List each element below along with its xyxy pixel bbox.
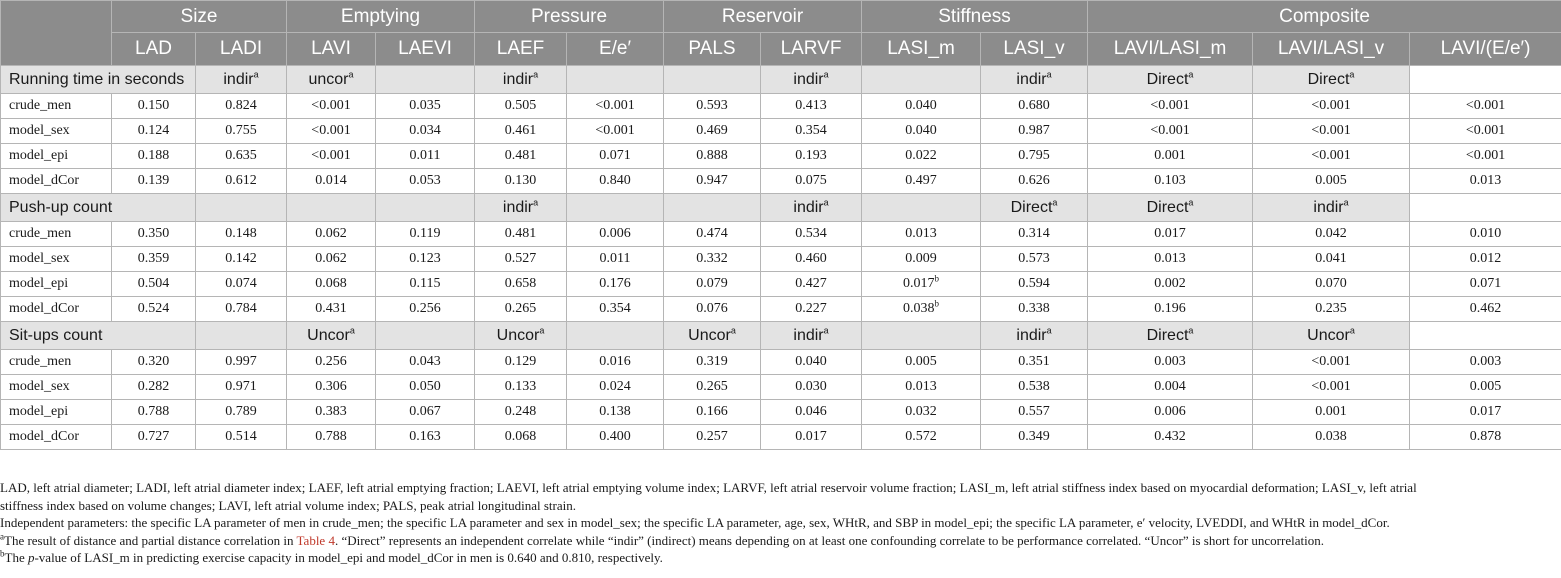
correlation-tag: Uncor$^a$ — [287, 322, 376, 350]
table-cell: 0.030 — [761, 375, 862, 400]
column-header: E/e′ — [567, 33, 664, 66]
table-cell: 0.474 — [664, 222, 761, 247]
table-cell: 0.413 — [761, 94, 862, 119]
table-cell: 0.017 — [1410, 400, 1561, 425]
table-cell: <0.001 — [1253, 144, 1410, 169]
table-row — [1, 247, 1561, 272]
row-label: model_sex — [1, 119, 112, 144]
table-cell: 0.040 — [862, 94, 981, 119]
table-cell: 0.727 — [112, 425, 196, 450]
footnote-b: $^b$The p-value of LASI_m in predicting exercise capacity in model_epi and model_dCor in men is 0.640 and 0.810, respectively. — [0, 549, 663, 566]
table-cell: <0.001 — [567, 94, 664, 119]
table-cell: 0.504 — [112, 272, 196, 297]
row-label: crude_men — [1, 350, 112, 375]
empty-tag-cell — [376, 66, 475, 94]
table-cell: 0.005 — [862, 350, 981, 375]
table-cell: 0.789 — [196, 400, 287, 425]
table-row — [1, 425, 1561, 450]
table-cell: <0.001 — [1253, 94, 1410, 119]
table-4-link[interactable]: Table 4 — [296, 532, 335, 548]
row-label: model_sex — [1, 247, 112, 272]
column-header: LAVI/LASI_v — [1253, 33, 1410, 66]
table-cell: 0.040 — [862, 119, 981, 144]
table-cell: 0.524 — [112, 297, 196, 322]
correlation-tag: indir$^a$ — [475, 66, 567, 94]
row-label: model_dCor — [1, 169, 112, 194]
row-label: model_sex — [1, 375, 112, 400]
table-cell: 0.461 — [475, 119, 567, 144]
correlation-tag: indir$^a$ — [761, 194, 862, 222]
correlation-tag: Direct$^a$ — [1253, 66, 1410, 94]
section-title: Push-up count — [1, 194, 196, 222]
table-cell: 0.138 — [567, 400, 664, 425]
table-cell: 0.235 — [1253, 297, 1410, 322]
table-cell: <0.001 — [1253, 375, 1410, 400]
table-cell: 0.227 — [761, 297, 862, 322]
table-cell: 0.150 — [112, 94, 196, 119]
table-cell: 0.062 — [287, 247, 376, 272]
table-cell: 0.383 — [287, 400, 376, 425]
table-cell: 0.011 — [376, 144, 475, 169]
table-cell: 0.514 — [196, 425, 287, 450]
table-cell: 0.068 — [287, 272, 376, 297]
table-cell: 0.002 — [1088, 272, 1253, 297]
table-cell: 0.115 — [376, 272, 475, 297]
table-cell: 0.593 — [664, 94, 761, 119]
table-cell: 0.079 — [664, 272, 761, 297]
correlation-tag: Uncor$^a$ — [664, 322, 761, 350]
table-cell: 0.038 — [1253, 425, 1410, 450]
table-cell: 0.497 — [862, 169, 981, 194]
empty-tag-cell — [196, 194, 287, 222]
table-cell: 0.130 — [475, 169, 567, 194]
table-cell: 0.534 — [761, 222, 862, 247]
table-cell: 0.006 — [567, 222, 664, 247]
table-cell: 0.431 — [287, 297, 376, 322]
table-cell: 0.824 — [196, 94, 287, 119]
table-cell: 0.001 — [1253, 400, 1410, 425]
table-cell: 0.071 — [567, 144, 664, 169]
table-cell: 0.040 — [761, 350, 862, 375]
table-cell: 0.013 — [862, 375, 981, 400]
table-cell: <0.001 — [1088, 119, 1253, 144]
table-cell: 0.017 — [761, 425, 862, 450]
table-cell: 0.013 — [862, 222, 981, 247]
column-header: LASI_m — [862, 33, 981, 66]
table-cell: 0.527 — [475, 247, 567, 272]
group-composite: Composite — [1088, 1, 1561, 33]
correlation-tag: uncor$^a$ — [287, 66, 376, 94]
table-cell: 0.359 — [112, 247, 196, 272]
table-cell: 0.017 — [1088, 222, 1253, 247]
correlation-tag: indir$^a$ — [981, 322, 1088, 350]
table-cell: 0.010 — [1410, 222, 1561, 247]
table-cell: <0.001 — [567, 119, 664, 144]
empty-tag-cell — [567, 194, 664, 222]
section-title: Running time in seconds — [1, 66, 196, 94]
table-row — [1, 222, 1561, 247]
table-cell: 0.481 — [475, 144, 567, 169]
table-cell: 0.005 — [1253, 169, 1410, 194]
table-cell: 0.351 — [981, 350, 1088, 375]
table-cell: 0.166 — [664, 400, 761, 425]
table-row — [1, 350, 1561, 375]
column-header: LAVI — [287, 33, 376, 66]
correlation-tag: Uncor$^a$ — [1253, 322, 1410, 350]
table-cell: 0.071 — [1410, 272, 1561, 297]
table-cell: 0.034 — [376, 119, 475, 144]
table-cell: 0.505 — [475, 94, 567, 119]
table-cell: 0.075 — [761, 169, 862, 194]
empty-tag-cell — [862, 194, 981, 222]
table-cell: 0.012 — [1410, 247, 1561, 272]
section-row — [1, 322, 1561, 350]
table-cell: <0.001 — [1410, 94, 1561, 119]
correlation-tag: indir$^a$ — [196, 66, 287, 94]
table-row — [1, 119, 1561, 144]
table-cell: 0.176 — [567, 272, 664, 297]
row-label: model_epi — [1, 272, 112, 297]
table-cell: 0.320 — [112, 350, 196, 375]
table-cell: 0.680 — [981, 94, 1088, 119]
column-header-row — [1, 33, 1561, 66]
empty-tag-cell — [376, 194, 475, 222]
empty-tag-cell — [862, 322, 981, 350]
corner-header — [1, 1, 112, 66]
table-cell: 0.350 — [112, 222, 196, 247]
table-cell: 0.193 — [761, 144, 862, 169]
section-row — [1, 194, 1561, 222]
independent-parameters-note: Independent parameters: the specific LA parameter of men in crude_men; the specific LA parameter and sex in model_sex; the specific LA parameter, age, sex, WHtR, and SBP in model_epi; the specific LA parameter, e′ velocity, LVEDDI, and WHtR in model_dCor. — [0, 515, 1390, 531]
group-reservoir: Reservoir — [664, 1, 862, 33]
table-row — [1, 400, 1561, 425]
correlation-tag: indir$^a$ — [761, 66, 862, 94]
table-cell: 0.004 — [1088, 375, 1253, 400]
column-header: LAEVI — [376, 33, 475, 66]
table-cell: 0.755 — [196, 119, 287, 144]
table-cell: 0.460 — [761, 247, 862, 272]
table-cell: 0.067 — [376, 400, 475, 425]
table-cell: 0.148 — [196, 222, 287, 247]
table-cell: 0.017$^b$ — [862, 272, 981, 297]
correlation-tag: Direct$^a$ — [1088, 194, 1253, 222]
table-cell: 0.788 — [287, 425, 376, 450]
table-cell: 0.987 — [981, 119, 1088, 144]
row-label: model_dCor — [1, 425, 112, 450]
table-cell: 0.123 — [376, 247, 475, 272]
row-label: model_dCor — [1, 297, 112, 322]
column-header: LAVI/(E/e′) — [1410, 33, 1561, 66]
table-cell: 0.119 — [376, 222, 475, 247]
table-cell: 0.594 — [981, 272, 1088, 297]
table-cell: <0.001 — [287, 94, 376, 119]
table-cell: 0.053 — [376, 169, 475, 194]
table-cell: 0.139 — [112, 169, 196, 194]
table-row — [1, 144, 1561, 169]
table-cell: 0.282 — [112, 375, 196, 400]
table-cell: 0.103 — [1088, 169, 1253, 194]
table-cell: 0.050 — [376, 375, 475, 400]
column-header: LADI — [196, 33, 287, 66]
table-cell: 0.338 — [981, 297, 1088, 322]
table-cell: 0.784 — [196, 297, 287, 322]
table-cell: 0.032 — [862, 400, 981, 425]
table-cell: 0.265 — [664, 375, 761, 400]
table-cell: 0.997 — [196, 350, 287, 375]
correlation-tag: Direct$^a$ — [1088, 66, 1253, 94]
group-emptying: Emptying — [287, 1, 475, 33]
group-stiffness: Stiffness — [862, 1, 1088, 33]
table-cell: 0.074 — [196, 272, 287, 297]
table-cell: 0.041 — [1253, 247, 1410, 272]
empty-tag-cell — [862, 66, 981, 94]
row-label: model_epi — [1, 144, 112, 169]
table-cell: <0.001 — [1410, 119, 1561, 144]
table-cell: 0.462 — [1410, 297, 1561, 322]
row-label: model_epi — [1, 400, 112, 425]
table-cell: 0.011 — [567, 247, 664, 272]
empty-tag-cell — [287, 194, 376, 222]
empty-tag-cell — [376, 322, 475, 350]
table-cell: 0.163 — [376, 425, 475, 450]
table-cell: 0.013 — [1410, 169, 1561, 194]
table-cell: 0.332 — [664, 247, 761, 272]
column-header: LARVF — [761, 33, 862, 66]
table-cell: 0.133 — [475, 375, 567, 400]
correlation-tag: Uncor$^a$ — [475, 322, 567, 350]
table-cell: 0.256 — [376, 297, 475, 322]
table-cell: 0.003 — [1410, 350, 1561, 375]
empty-tag-cell — [567, 66, 664, 94]
table-cell: <0.001 — [287, 119, 376, 144]
footnote-a: $^a$The result of distance and partial distance correlation in Table 4. “Direct” represents an independent correlate while “indir” (indirect) means depending on at least one confounding correlate to be performance correlated. “Uncor” is short for uncorrelation. — [0, 531, 1324, 548]
table-cell: <0.001 — [287, 144, 376, 169]
table-body — [1, 66, 1561, 450]
table-cell: 0.124 — [112, 119, 196, 144]
table-row — [1, 272, 1561, 297]
table-cell: 0.354 — [761, 119, 862, 144]
table-cell: 0.038$^b$ — [862, 297, 981, 322]
abbreviations-note-cont: stiffness index based on volume changes; LAVI, left atrial volume index; PALS, peak atrial longitudinal strain. — [0, 497, 576, 513]
abbreviations-note: LAD, left atrial diameter; LADI, left atrial diameter index; LAEF, left atrial emptying fraction; LAEVI, left atrial emptying volume index; LARVF, left atrial reservoir volume fraction; LASI_m, left atrial stiffness index based on myocardial deformation; LASI_v, left atrial — [0, 480, 1417, 495]
table-cell: 0.068 — [475, 425, 567, 450]
table-cell: 0.795 — [981, 144, 1088, 169]
table-cell: <0.001 — [1253, 350, 1410, 375]
column-header: LAVI/LASI_m — [1088, 33, 1253, 66]
table-cell: 0.062 — [287, 222, 376, 247]
group-size: Size — [112, 1, 287, 33]
table-cell: 0.256 — [287, 350, 376, 375]
table-row — [1, 375, 1561, 400]
empty-tag-cell — [664, 66, 761, 94]
table-cell: 0.572 — [862, 425, 981, 450]
table-cell: 0.046 — [761, 400, 862, 425]
table-cell: 0.043 — [376, 350, 475, 375]
table-cell: 0.481 — [475, 222, 567, 247]
table-cell: 0.014 — [287, 169, 376, 194]
table-cell: 0.024 — [567, 375, 664, 400]
group-pressure: Pressure — [475, 1, 664, 33]
section-row — [1, 66, 1561, 94]
table-cell: 0.005 — [1410, 375, 1561, 400]
table-cell: 0.003 — [1088, 350, 1253, 375]
table-row — [1, 169, 1561, 194]
table-cell: 0.947 — [664, 169, 761, 194]
table-row — [1, 94, 1561, 119]
table-cell: 0.265 — [475, 297, 567, 322]
table-cell: 0.658 — [475, 272, 567, 297]
table-cell: <0.001 — [1410, 144, 1561, 169]
table-cell: 0.427 — [761, 272, 862, 297]
table-cell: 0.971 — [196, 375, 287, 400]
table-cell: 0.354 — [567, 297, 664, 322]
table-row — [1, 297, 1561, 322]
correlation-tag: indir$^a$ — [761, 322, 862, 350]
table-cell: 0.432 — [1088, 425, 1253, 450]
table-cell: 0.400 — [567, 425, 664, 450]
table-cell: 0.022 — [862, 144, 981, 169]
table-cell: 0.314 — [981, 222, 1088, 247]
table-cell: 0.840 — [567, 169, 664, 194]
table-cell: 0.248 — [475, 400, 567, 425]
column-header: LAD — [112, 33, 196, 66]
table-cell: 0.612 — [196, 169, 287, 194]
table-cell: 0.001 — [1088, 144, 1253, 169]
table-cell: 0.257 — [664, 425, 761, 450]
section-title: Sit-ups count — [1, 322, 196, 350]
correlation-tag: indir$^a$ — [475, 194, 567, 222]
empty-tag-cell — [196, 322, 287, 350]
table-cell: 0.349 — [981, 425, 1088, 450]
table-cell: 0.042 — [1253, 222, 1410, 247]
table-cell: 0.538 — [981, 375, 1088, 400]
table-cell: 0.557 — [981, 400, 1088, 425]
table-cell: 0.635 — [196, 144, 287, 169]
table-cell: 0.070 — [1253, 272, 1410, 297]
table-cell: 0.035 — [376, 94, 475, 119]
table-cell: 0.469 — [664, 119, 761, 144]
table-cell: 0.188 — [112, 144, 196, 169]
table-cell: 0.016 — [567, 350, 664, 375]
row-label: crude_men — [1, 94, 112, 119]
table-cell: 0.129 — [475, 350, 567, 375]
table-cell: 0.878 — [1410, 425, 1561, 450]
table-cell: <0.001 — [1253, 119, 1410, 144]
empty-tag-cell — [567, 322, 664, 350]
table-notes — [0, 479, 1561, 567]
table-cell: 0.788 — [112, 400, 196, 425]
correlation-tag: Direct$^a$ — [1088, 322, 1253, 350]
table-cell: 0.626 — [981, 169, 1088, 194]
table-cell: 0.013 — [1088, 247, 1253, 272]
table-cell: <0.001 — [1088, 94, 1253, 119]
column-header: LAEF — [475, 33, 567, 66]
table-cell: 0.142 — [196, 247, 287, 272]
correlation-tag: indir$^a$ — [981, 66, 1088, 94]
table-cell: 0.076 — [664, 297, 761, 322]
table-cell: 0.306 — [287, 375, 376, 400]
group-header-row — [1, 1, 1561, 33]
column-header: LASI_v — [981, 33, 1088, 66]
table-cell: 0.006 — [1088, 400, 1253, 425]
table-cell: 0.888 — [664, 144, 761, 169]
empty-tag-cell — [664, 194, 761, 222]
table-cell: 0.319 — [664, 350, 761, 375]
table-cell: 0.196 — [1088, 297, 1253, 322]
table-cell: 0.573 — [981, 247, 1088, 272]
column-header: PALS — [664, 33, 761, 66]
correlation-tag: Direct$^a$ — [981, 194, 1088, 222]
table-cell: 0.009 — [862, 247, 981, 272]
correlation-tag: indir$^a$ — [1253, 194, 1410, 222]
row-label: crude_men — [1, 222, 112, 247]
